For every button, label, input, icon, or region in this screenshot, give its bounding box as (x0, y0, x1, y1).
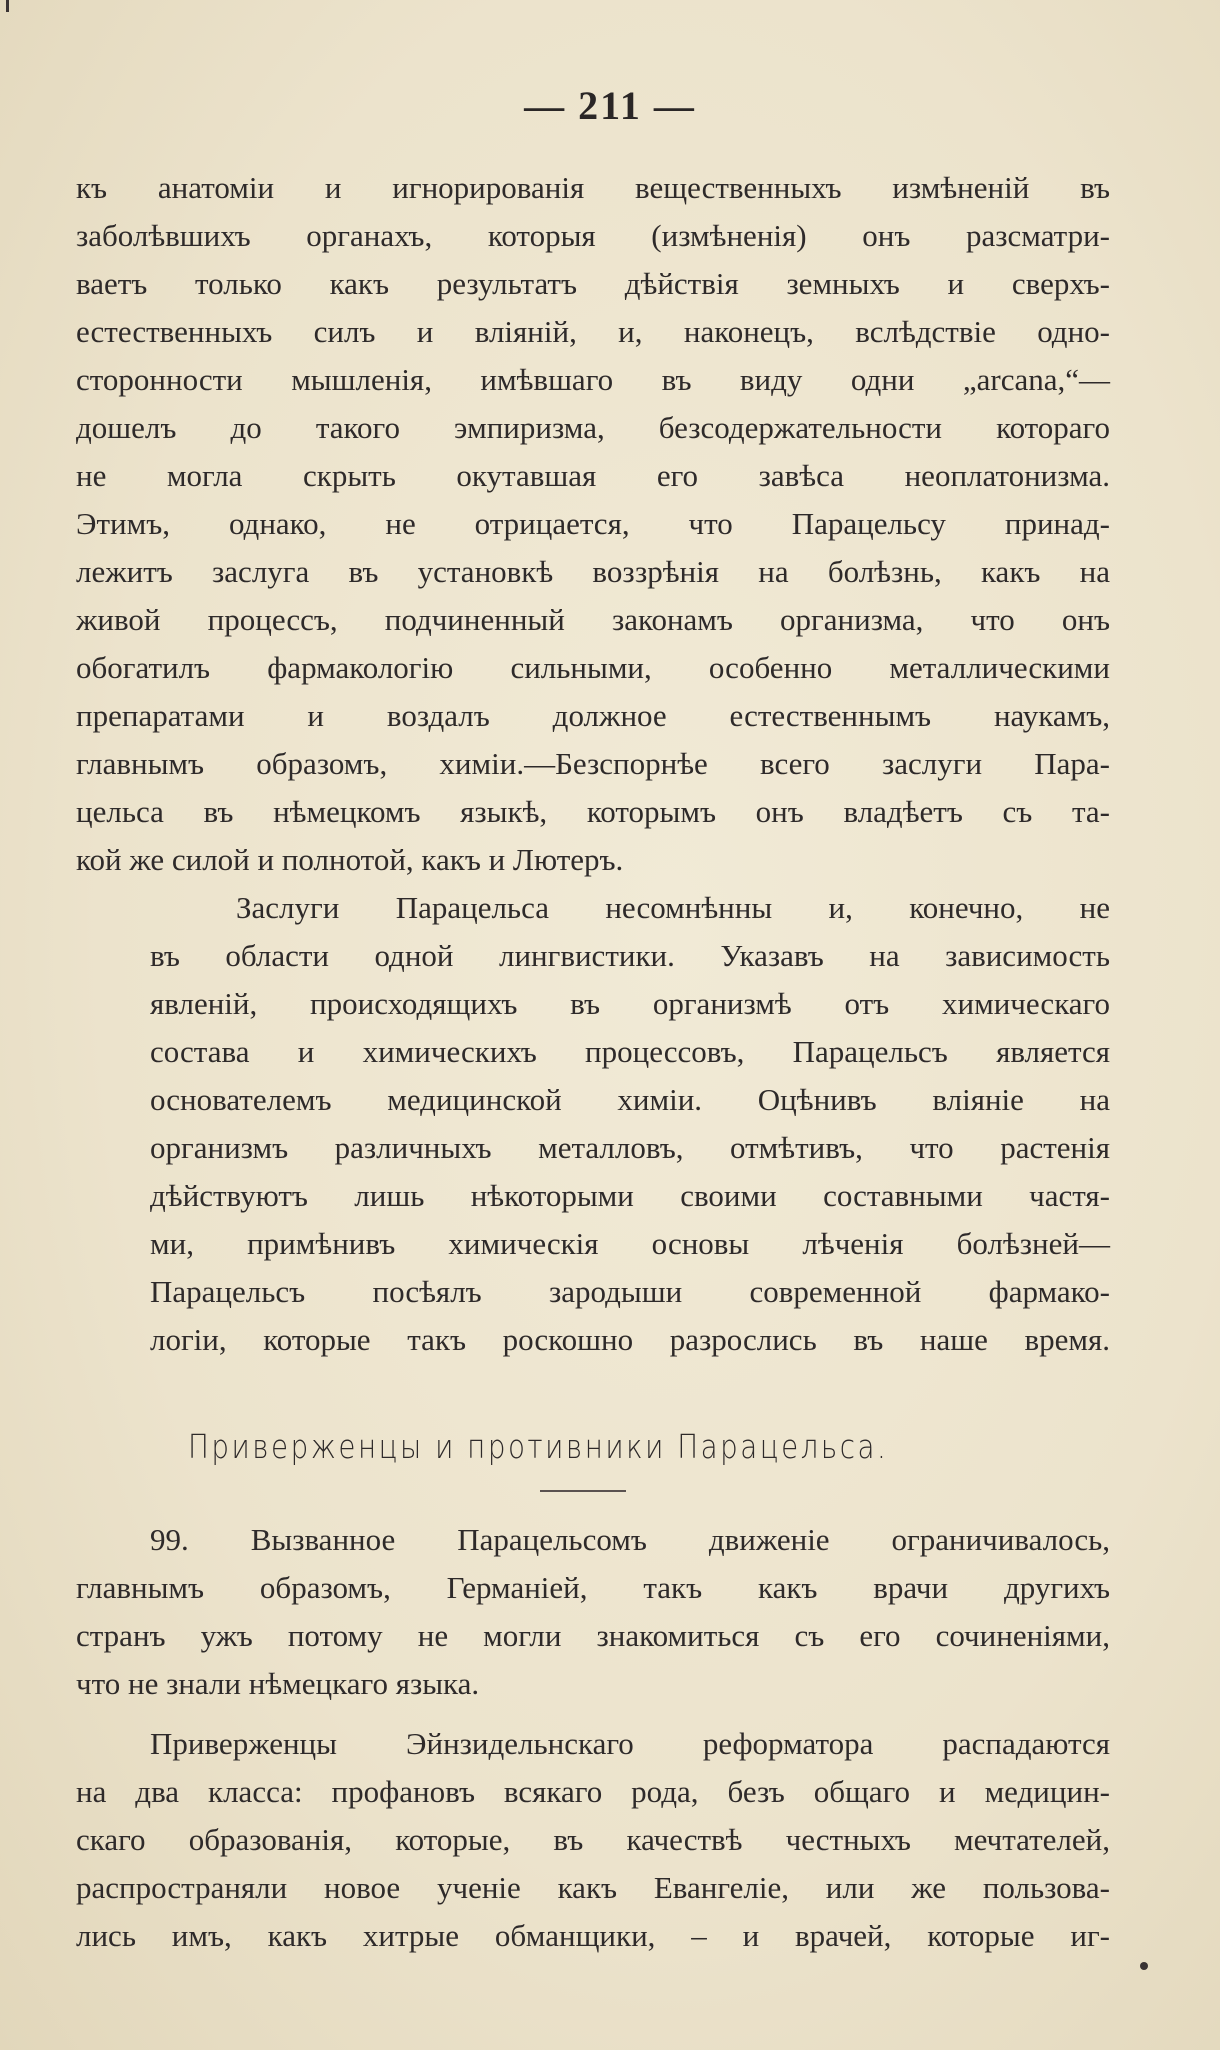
text-line: Парацельсъ посѣялъ зародыши современной фармако- (150, 1274, 1110, 1309)
text-line: Заслуги Парацельса несомнѣнны и, конечно, не (236, 890, 1110, 925)
text-line: ми, примѣнивъ химическія основы лѣченія болѣзней— (150, 1226, 1110, 1261)
text-line: сторонности мышленія, имѣвшаго въ виду одни „arcana,“— (76, 362, 1110, 397)
heading-divider (540, 1490, 626, 1492)
text-line: ваетъ только какъ результатъ дѣйствія земныхъ и сверхъ- (76, 266, 1110, 301)
text-line: въ области одной лингвистики. Указавъ на зависимость (150, 938, 1110, 973)
text-line: состава и химическихъ процессовъ, Парацельсъ является (150, 1034, 1110, 1069)
text-line: къ анатоміи и игнорированія вещественныхъ измѣненій въ (76, 170, 1110, 205)
text-line: распространяли новое ученіе какъ Евангеліе, или же пользова- (76, 1870, 1110, 1905)
margin-mark (1140, 1962, 1148, 1970)
text-line: скаго образованія, которые, въ качествѣ честныхъ мечтателей, (76, 1822, 1110, 1857)
text-line: Приверженцы Эйнзидельнскаго реформатора распадаются (150, 1726, 1110, 1761)
text-line: основателемъ медицинской химіи. Оцѣнивъ вліяніе на (150, 1082, 1110, 1117)
text-line: лежитъ заслуга въ установкѣ воззрѣнія на болѣзнь, какъ на (76, 554, 1110, 589)
text-line: логіи, которые такъ роскошно разрослись въ наше время. (150, 1322, 1110, 1357)
text-line: лись имъ, какъ хитрые обманщики, – и врачей, которые иг- (76, 1918, 1110, 1953)
text-line: явленій, происходящихъ въ организмѣ отъ химическаго (150, 986, 1110, 1021)
section-heading: Приверженцы и противники Парацельса. (188, 1427, 889, 1466)
print-mark (6, 0, 9, 12)
text-line: дѣйствуютъ лишь нѣкоторыми своими составными частя- (150, 1178, 1110, 1213)
text-line: кой же силой и полнотой, какъ и Лютеръ. (76, 842, 624, 877)
page-number: — 211 — (524, 83, 696, 128)
text-line: цельса въ нѣмецкомъ языкѣ, которымъ онъ владѣетъ съ та- (76, 794, 1110, 829)
text-line: на два класса: профановъ всякаго рода, безъ общаго и медицин- (76, 1774, 1110, 1809)
text-line: живой процессъ, подчиненный законамъ организма, что онъ (76, 602, 1110, 637)
text-line: дошелъ до такого эмпиризма, безсодержательности котораго (76, 410, 1110, 445)
text-line: 99. Вызванное Парацельсомъ движеніе ограничивалось, (150, 1522, 1110, 1557)
text-line: естественныхъ силъ и вліяній, и, наконецъ, вслѣдствіе одно- (76, 314, 1110, 349)
text-line: препаратами и воздалъ должное естественнымъ наукамъ, (76, 698, 1110, 733)
text-line: не могла скрыть окутавшая его завѣса неоплатонизма. (76, 458, 1110, 493)
text-line: организмъ различныхъ металловъ, отмѣтивъ, что растенія (150, 1130, 1110, 1165)
text-line: что не знали нѣмецкаго языка. (76, 1666, 480, 1701)
text-line: странъ ужъ потому не могли знакомиться съ его сочиненіями, (76, 1618, 1110, 1653)
text-line: главнымъ образомъ, Германіей, такъ какъ врачи другихъ (76, 1570, 1110, 1605)
text-line: Этимъ, однако, не отрицается, что Парацельсу принад- (76, 506, 1110, 541)
text-line: обогатилъ фармакологію сильными, особенно металлическими (76, 650, 1110, 685)
text-line: заболѣвшихъ органахъ, которыя (измѣненія) онъ разсматри- (76, 218, 1110, 253)
text-line: главнымъ образомъ, химіи.—Безспорнѣе всего заслуги Пара- (76, 746, 1110, 781)
